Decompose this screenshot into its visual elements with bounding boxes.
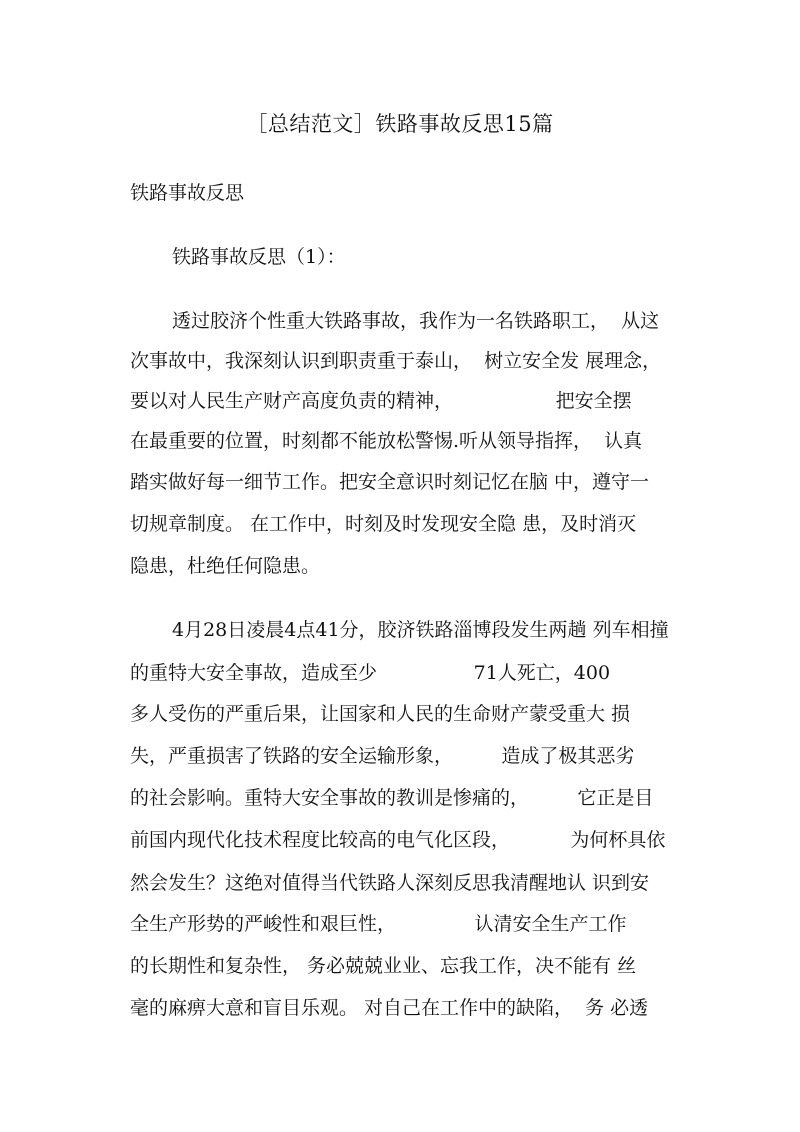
paragraph-line: 毫的麻痹大意和盲目乐观。 对自己在工作中的缺陷， 务 必透 [130, 997, 649, 1019]
paragraph-line: 透过胶济个性重大铁路事故，我作为一名铁路职工， 从这 [172, 310, 660, 332]
paragraph-line: 切规章制度。 在工作中，时刻及时发现安全隐 患，及时消灭 [130, 513, 637, 535]
paragraph-line: 的社会影响。重特大安全事故的教训是惨痛的， 它正是目 [130, 787, 654, 809]
paragraph-line: 然会发生？这绝对值得当代铁路人深刻反思我清醒地认 识到安 [130, 872, 650, 894]
paragraph-line: 失，严重损害了铁路的安全运输形象， 造成了极其恶劣 [130, 745, 635, 767]
paragraph-line: 要以对人民生产财产高度负责的精神， 把安全摆 [130, 390, 632, 412]
paragraph-line: 4月28日凌晨4点41分，胶济铁路淄博段发生两趟 列车相撞 [172, 619, 669, 641]
paragraph-line: 次事故中，我深刻认识到职责重于泰山， 树立安全发 展理念， [130, 350, 662, 372]
document-title: ［总结范文］铁路事故反思15篇 [246, 112, 554, 136]
subsection-heading: 铁路事故反思（1）： [172, 246, 346, 268]
paragraph-line: 前国内现代化技术程度比较高的电气化区段， 为何杯具依 [130, 829, 666, 851]
paragraph-line: 在最重要的位置，时刻都不能放松警惕.听从领导指挥， 认真 [130, 430, 643, 452]
paragraph-line: 的重特大安全事故，造成至少 71人死亡，400 [130, 662, 611, 684]
paragraph-line: 多人受伤的严重后果，让国家和人民的生命财产蒙受重大 损 [130, 703, 631, 725]
paragraph-line: 的长期性和复杂性， 务必兢兢业业、忘我工作，决不能有 丝 [130, 955, 637, 977]
paragraph-line: 踏实做好每一细节工作。把安全意识时刻记忆在脑 中，遵守一 [130, 471, 650, 493]
section-heading: 铁路事故反思 [130, 182, 245, 204]
paragraph-line: 全生产形势的严峻性和艰巨性， 认清安全生产工作 [130, 913, 627, 935]
paragraph-line: 隐患，杜绝任何隐患。 [130, 555, 321, 577]
